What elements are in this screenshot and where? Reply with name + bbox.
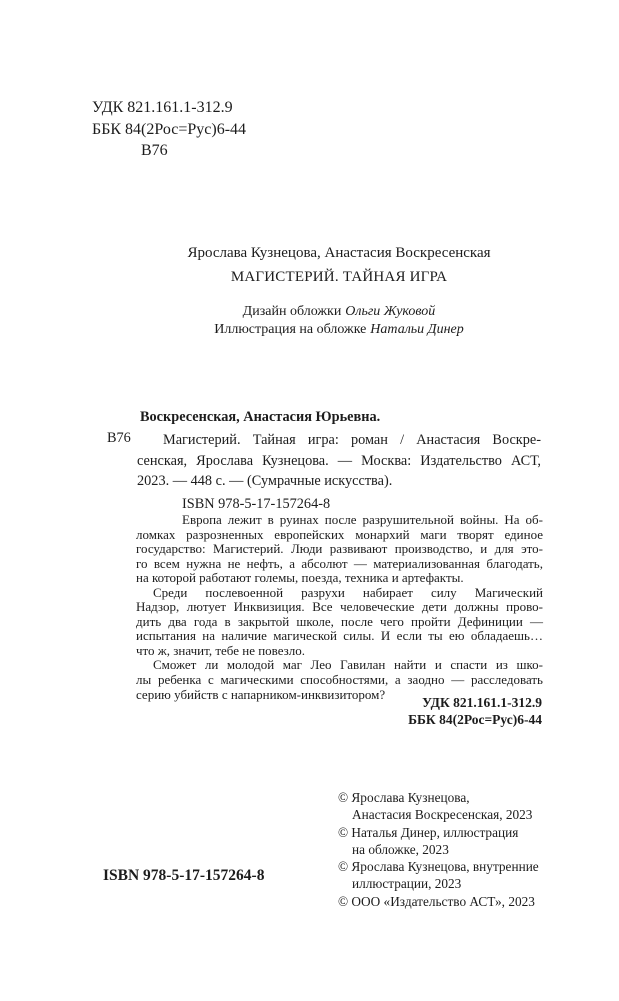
annotation-line: лы ребенка с магическими способностями, а заодно — расследовать xyxy=(136,672,543,688)
annotation-line: Среди послевоенной разрухи набирает силу Магический xyxy=(153,584,543,600)
copyright-line: © Наталья Динер, иллюстрация xyxy=(338,824,519,840)
cover-design-label: Дизайн обложки xyxy=(242,304,342,319)
copyright-line: иллюстрации, 2023 xyxy=(352,876,462,892)
annotation-line: Сможет ли молодой маг Лео Гавилан найти и спасти из шко- xyxy=(153,657,543,673)
isbn-bottom: ISBN 978-5-17-157264-8 xyxy=(103,867,265,884)
catalog-card-code: В76 xyxy=(107,430,131,446)
copyright-line: © Ярослава Кузнецова, xyxy=(338,790,470,805)
cover-design-name: Ольги Жуковой xyxy=(345,304,436,319)
annotation-line: на которой работают големы, поезда, техника и артефакты. xyxy=(136,570,464,586)
annotation-line: ломках разрозненных европейских монархий маги творят единое xyxy=(136,526,543,542)
top-classification-block xyxy=(92,97,246,162)
bbk-number: ББК 84(2Рос=Рус)6-44 xyxy=(92,120,247,138)
bbk-number-bold: ББК 84(2Рос=Рус)6-44 xyxy=(408,712,542,727)
udc-number: УДК 821.161.1-312.9 xyxy=(92,99,233,116)
annotation-line: го всем нужна не нефть, а абсолют — материализованная благодать, xyxy=(136,555,543,571)
copyright-line: Анастасия Воскресенская, 2023 xyxy=(352,807,533,823)
classification-block xyxy=(136,694,542,728)
copyright-line: на обложке, 2023 xyxy=(352,841,449,857)
catalog-card-line: Магистерий. Тайная игра: роман / Анастасия Воскре- xyxy=(163,432,541,448)
cover-illustration-credit xyxy=(136,322,542,338)
annotation-line: государство: Магистерий. Люди развивают производство, и для это- xyxy=(136,541,543,557)
cover-illustration-label: Иллюстрация на обложке xyxy=(214,322,367,337)
catalog-card-line: сенская, Ярослава Кузнецова. — Москва: Издательство АСТ, xyxy=(137,452,541,469)
udc-number-bold: УДК 821.161.1-312.9 xyxy=(422,695,542,710)
catalog-card-line: 2023. — 448 с. — (Сумрачные искусства). xyxy=(137,473,393,489)
annotation-line: Надзор, лютует Инквизиция. Все человеческие дети должны прово- xyxy=(136,599,543,615)
annotation-line: что ж, значит, тебе не повезло. xyxy=(136,642,306,658)
cover-illustration-name: Натальи Динер xyxy=(370,322,464,337)
copyright-line: © ООО «Издательство АСТ», 2023 xyxy=(338,893,535,909)
catalog-card-author: Воскресенская, Анастасия Юрьевна. xyxy=(140,409,381,425)
book-title: МАГИСТЕРИЙ. ТАЙНАЯ ИГРА xyxy=(230,269,448,285)
annotation-line: испытания на наличие магической силы. И если ты ею обладаешь… xyxy=(136,628,543,644)
cover-design-credit xyxy=(136,304,542,320)
annotation-line: Европа лежит в руинах после разрушительной войны. На об- xyxy=(182,512,543,527)
copyright-block xyxy=(338,789,539,910)
catalog-isbn: ISBN 978-5-17-157264-8 xyxy=(182,496,331,512)
author-sign-code: В76 xyxy=(141,142,168,159)
annotation-block xyxy=(136,513,543,702)
catalog-card-body xyxy=(137,430,541,492)
copyright-line: © Ярослава Кузнецова, внутренние xyxy=(338,859,539,875)
annotation-line: дить два года в закрытой школе, после чего пройти Дефиниции — xyxy=(136,613,543,629)
authors-line: Ярослава Кузнецова, Анастасия Воскресенская xyxy=(187,245,491,261)
annotation-line: серию убийств с напарником-инквизитором? xyxy=(136,686,386,702)
